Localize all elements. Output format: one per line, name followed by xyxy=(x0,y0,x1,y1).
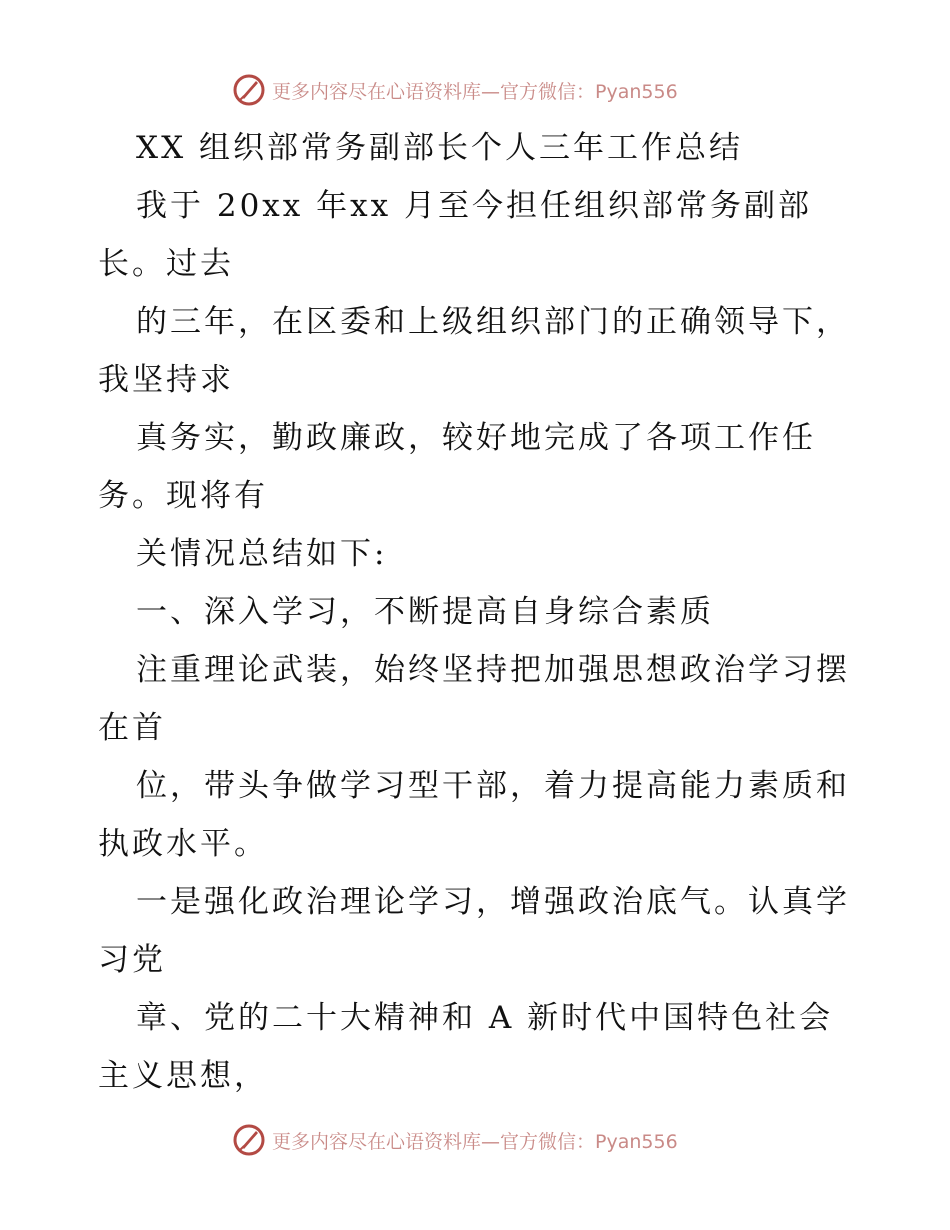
paragraph-line: 长。过去 xyxy=(98,246,234,282)
section-heading: 一、深入学习，不断提高自身综合素质 xyxy=(136,594,714,630)
paragraph-line: 位，带头争做学习型干部，着力提高能力素质和 xyxy=(136,768,850,804)
paragraph-line: 执政水平。 xyxy=(98,826,268,862)
paragraph-line: 的三年，在区委和上级组织部门的正确领导下， xyxy=(136,304,850,340)
paragraph-line: 我于 20xx 年xx 月至今担任组织部常务副部 xyxy=(136,188,812,224)
paragraph-line: 注重理论武装，始终坚持把加强思想政治学习摆 xyxy=(136,652,850,688)
quill-logo-icon xyxy=(232,73,266,107)
paragraph-line: 关情况总结如下: xyxy=(136,536,388,572)
paragraph-line: 一是强化政治理论学习，增强政治底气。认真学 xyxy=(136,884,850,920)
paragraph-line: 主义思想， xyxy=(98,1058,268,1094)
watermark-banner-bottom xyxy=(232,1120,752,1160)
paragraph-line: 真务实，勤政廉政，较好地完成了各项工作任 xyxy=(136,420,816,456)
paragraph-line: 务。现将有 xyxy=(98,478,268,514)
quill-logo-icon xyxy=(232,1123,266,1157)
watermark-text: 更多内容尽在心语资料库—官方微信：Pyan556 xyxy=(272,80,678,103)
watermark-banner-top xyxy=(232,70,752,110)
watermark-text: 更多内容尽在心语资料库—官方微信：Pyan556 xyxy=(272,1130,678,1153)
document-title: XX 组织部常务副部长个人三年工作总结 xyxy=(136,130,743,166)
paragraph-line: 章、党的二十大精神和 A 新时代中国特色社会 xyxy=(136,1000,834,1036)
paragraph-line: 习党 xyxy=(98,942,166,978)
paragraph-line: 在首 xyxy=(98,710,166,746)
paragraph-line: 我坚持求 xyxy=(98,362,234,398)
